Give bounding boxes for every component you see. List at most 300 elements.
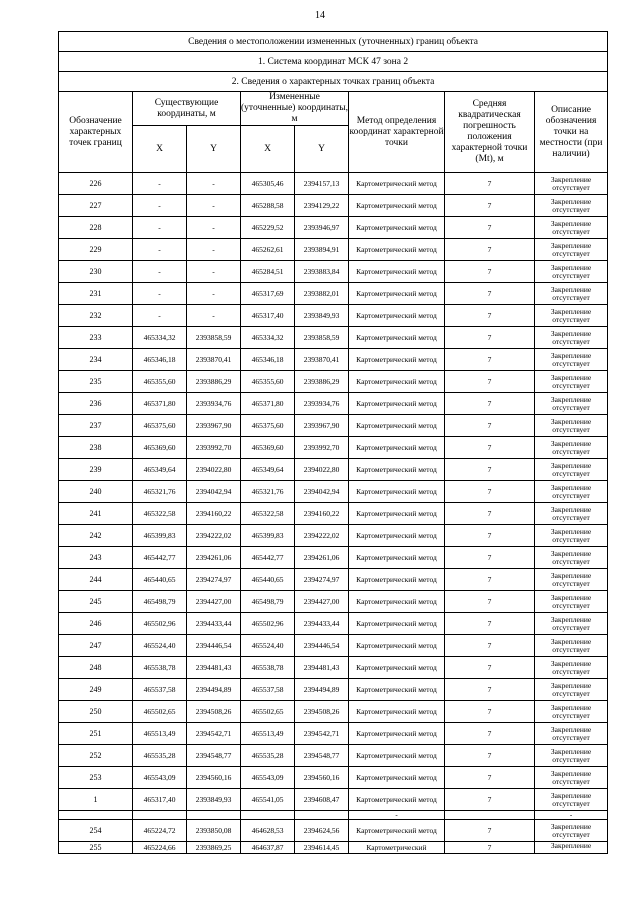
changed-x-cell: 465541,05: [241, 789, 295, 811]
point-cell: 242: [59, 525, 133, 547]
table-row: [59, 767, 608, 789]
table-row: [59, 481, 608, 503]
point-cell: 252: [59, 745, 133, 767]
table-row: [59, 723, 608, 745]
point-cell: 251: [59, 723, 133, 745]
existing-x-cell: -: [133, 217, 187, 239]
method-cell: Картометрический метод: [349, 723, 445, 745]
changed-x-cell: 465440,65: [241, 569, 295, 591]
method-cell: Картометрический метод: [349, 283, 445, 305]
table-row: [59, 283, 608, 305]
description-cell: Закрепление отсутствует: [535, 635, 608, 657]
method-cell: Картометрический метод: [349, 261, 445, 283]
changed-y-cell: 2394042,94: [295, 481, 349, 503]
table-row: [59, 789, 608, 811]
changed-y-cell: 2394160,22: [295, 503, 349, 525]
table-body: [59, 173, 608, 854]
description-cell: Закрепление отсутствует: [535, 767, 608, 789]
existing-x-cell: 465334,32: [133, 327, 187, 349]
existing-x-cell: 465440,65: [133, 569, 187, 591]
changed-x-cell: 465288,58: [241, 195, 295, 217]
changed-y-cell: 2393849,93: [295, 305, 349, 327]
existing-y-cell: 2393992,70: [187, 437, 241, 459]
accuracy-cell: 7: [445, 349, 535, 371]
description-cell: Закрепление отсутствует: [535, 415, 608, 437]
description-cell: Закрепление отсутствует: [535, 723, 608, 745]
existing-y-cell: 2393849,93: [187, 789, 241, 811]
table-row: [59, 393, 608, 415]
description-cell: Закрепление отсутствует: [535, 547, 608, 569]
method-cell: Картометрический: [349, 842, 445, 854]
accuracy-cell: 7: [445, 745, 535, 767]
point-cell: 233: [59, 327, 133, 349]
method-cell: -: [349, 811, 445, 820]
existing-x-cell: -: [133, 195, 187, 217]
changed-x-cell: 465262,61: [241, 239, 295, 261]
table-row: [59, 820, 608, 842]
changed-x-cell: 465346,18: [241, 349, 295, 371]
existing-x-cell: 465346,18: [133, 349, 187, 371]
existing-y-cell: 2394446,54: [187, 635, 241, 657]
accuracy-cell: 7: [445, 459, 535, 481]
existing-y-cell: -: [187, 305, 241, 327]
accuracy-cell: 7: [445, 393, 535, 415]
existing-y-cell: -: [187, 217, 241, 239]
changed-x-cell: 465334,32: [241, 327, 295, 349]
accuracy-cell: 7: [445, 820, 535, 842]
existing-y-cell: -: [187, 283, 241, 305]
changed-y-cell: 2394446,54: [295, 635, 349, 657]
existing-y-cell: 2393869,25: [187, 842, 241, 854]
existing-y-cell: [187, 811, 241, 820]
method-cell: Картометрический метод: [349, 789, 445, 811]
existing-x-cell: 465375,60: [133, 415, 187, 437]
existing-y-cell: 2393870,41: [187, 349, 241, 371]
accuracy-cell: 7: [445, 261, 535, 283]
method-cell: Картометрический метод: [349, 371, 445, 393]
page-number: 14: [315, 10, 325, 21]
changed-x-cell: [241, 811, 295, 820]
description-cell: Закрепление отсутствует: [535, 569, 608, 591]
existing-x-cell: 465538,78: [133, 657, 187, 679]
changed-y-cell: 2394494,89: [295, 679, 349, 701]
accuracy-cell: 7: [445, 173, 535, 195]
accuracy-cell: 7: [445, 283, 535, 305]
table-row: [59, 657, 608, 679]
accuracy-cell: 7: [445, 239, 535, 261]
accuracy-cell: 7: [445, 679, 535, 701]
header-method: Метод определения координат характерной точки: [349, 92, 445, 173]
table-row: [59, 525, 608, 547]
changed-x-cell: 465535,28: [241, 745, 295, 767]
existing-x-cell: 465498,79: [133, 591, 187, 613]
point-cell: [59, 811, 133, 820]
changed-y-cell: 2394481,43: [295, 657, 349, 679]
accuracy-cell: 7: [445, 217, 535, 239]
method-cell: Картометрический метод: [349, 613, 445, 635]
point-cell: 245: [59, 591, 133, 613]
description-cell: Закрепление отсутствует: [535, 261, 608, 283]
changed-x-cell: 465513,49: [241, 723, 295, 745]
table-row: [59, 569, 608, 591]
changed-y-cell: 2394614,45: [295, 842, 349, 854]
existing-x-cell: 465535,28: [133, 745, 187, 767]
accuracy-cell: [445, 811, 535, 820]
existing-x-cell: 465322,58: [133, 503, 187, 525]
coordinate-system-title: 1. Система координат МСК 47 зона 2: [59, 52, 608, 72]
point-cell: 244: [59, 569, 133, 591]
changed-x-cell: 465369,60: [241, 437, 295, 459]
point-cell: 248: [59, 657, 133, 679]
method-cell: Картометрический метод: [349, 525, 445, 547]
existing-y-cell: 2394494,89: [187, 679, 241, 701]
changed-x-cell: 465399,83: [241, 525, 295, 547]
accuracy-cell: 7: [445, 613, 535, 635]
method-cell: Картометрический метод: [349, 349, 445, 371]
existing-x-cell: -: [133, 283, 187, 305]
description-cell: Закрепление: [535, 842, 608, 854]
existing-y-cell: 2394022,80: [187, 459, 241, 481]
accuracy-cell: 7: [445, 591, 535, 613]
existing-y-cell: 2394508,26: [187, 701, 241, 723]
point-cell: 240: [59, 481, 133, 503]
changed-y-cell: 2393886,29: [295, 371, 349, 393]
existing-x-cell: 465349,64: [133, 459, 187, 481]
description-cell: Закрепление отсутствует: [535, 679, 608, 701]
header-changed-x: X: [241, 126, 295, 173]
changed-x-cell: 465317,69: [241, 283, 295, 305]
point-cell: 232: [59, 305, 133, 327]
point-cell: 238: [59, 437, 133, 459]
section-title: Сведения о местоположении измененных (уточненных) границ объекта: [59, 32, 608, 52]
changed-y-cell: 2394274,97: [295, 569, 349, 591]
accuracy-cell: 7: [445, 327, 535, 349]
point-cell: 1: [59, 789, 133, 811]
method-cell: Картометрический метод: [349, 437, 445, 459]
method-cell: Картометрический метод: [349, 393, 445, 415]
table-row: [59, 811, 608, 820]
point-cell: 254: [59, 820, 133, 842]
description-cell: Закрепление отсутствует: [535, 239, 608, 261]
changed-y-cell: 2393883,84: [295, 261, 349, 283]
changed-y-cell: 2393894,91: [295, 239, 349, 261]
description-cell: Закрепление отсутствует: [535, 701, 608, 723]
point-cell: 249: [59, 679, 133, 701]
existing-y-cell: 2393850,08: [187, 820, 241, 842]
description-cell: Закрепление отсутствует: [535, 525, 608, 547]
table-row: [59, 305, 608, 327]
point-cell: 255: [59, 842, 133, 854]
point-cell: 247: [59, 635, 133, 657]
changed-y-cell: 2393967,90: [295, 415, 349, 437]
method-cell: Картометрический метод: [349, 503, 445, 525]
method-cell: Картометрический метод: [349, 195, 445, 217]
changed-x-cell: 465538,78: [241, 657, 295, 679]
changed-y-cell: 2394222,02: [295, 525, 349, 547]
description-cell: Закрепление отсутствует: [535, 305, 608, 327]
accuracy-cell: 7: [445, 503, 535, 525]
description-cell: Закрепление отсутствует: [535, 327, 608, 349]
header-existing-y: Y: [187, 126, 241, 173]
point-cell: 228: [59, 217, 133, 239]
description-cell: Закрепление отсутствует: [535, 173, 608, 195]
changed-x-cell: 465321,76: [241, 481, 295, 503]
table-row: [59, 195, 608, 217]
existing-x-cell: 465537,58: [133, 679, 187, 701]
table-row: [59, 613, 608, 635]
header-changed-coords: Измененные (уточненные) координаты, м: [241, 92, 348, 124]
existing-y-cell: 2393934,76: [187, 393, 241, 415]
existing-x-cell: 465524,40: [133, 635, 187, 657]
accuracy-cell: 7: [445, 635, 535, 657]
existing-y-cell: -: [187, 195, 241, 217]
table-row: [59, 591, 608, 613]
table-row: [59, 745, 608, 767]
method-cell: Картометрический метод: [349, 239, 445, 261]
description-cell: Закрепление отсутствует: [535, 591, 608, 613]
changed-y-cell: 2393992,70: [295, 437, 349, 459]
changed-y-cell: 2394261,06: [295, 547, 349, 569]
existing-x-cell: -: [133, 239, 187, 261]
points-section-title: 2. Сведения о характерных точках границ объекта: [59, 72, 608, 92]
table-row: [59, 217, 608, 239]
existing-y-cell: 2394042,94: [187, 481, 241, 503]
changed-x-cell: 465498,79: [241, 591, 295, 613]
accuracy-cell: 7: [445, 195, 535, 217]
existing-y-cell: -: [187, 173, 241, 195]
existing-y-cell: 2393967,90: [187, 415, 241, 437]
header-description: Описание обозначения точки на местности (при наличии): [535, 92, 608, 173]
changed-y-cell: 2394608,47: [295, 789, 349, 811]
accuracy-cell: 7: [445, 525, 535, 547]
accuracy-cell: 7: [445, 481, 535, 503]
changed-x-cell: 464628,53: [241, 820, 295, 842]
existing-x-cell: 465355,60: [133, 371, 187, 393]
changed-y-cell: 2394157,13: [295, 173, 349, 195]
method-cell: Картометрический метод: [349, 327, 445, 349]
point-cell: 230: [59, 261, 133, 283]
point-cell: 253: [59, 767, 133, 789]
existing-y-cell: 2394542,71: [187, 723, 241, 745]
description-cell: Закрепление отсутствует: [535, 613, 608, 635]
existing-x-cell: 465224,72: [133, 820, 187, 842]
changed-y-cell: 2394548,77: [295, 745, 349, 767]
point-cell: 226: [59, 173, 133, 195]
changed-x-cell: 465543,09: [241, 767, 295, 789]
table-row: [59, 173, 608, 195]
description-cell: Закрепление отсутствует: [535, 745, 608, 767]
description-cell: Закрепление отсутствует: [535, 437, 608, 459]
changed-x-cell: 465349,64: [241, 459, 295, 481]
existing-y-cell: 2394261,06: [187, 547, 241, 569]
description-cell: Закрепление отсутствует: [535, 371, 608, 393]
existing-x-cell: 465513,49: [133, 723, 187, 745]
method-cell: Картометрический метод: [349, 820, 445, 842]
table-row: [59, 239, 608, 261]
existing-x-cell: 465502,96: [133, 613, 187, 635]
accuracy-cell: 7: [445, 701, 535, 723]
table-row: [59, 371, 608, 393]
method-cell: Картометрический метод: [349, 745, 445, 767]
header-designation: Обозначение характерных точек границ: [59, 92, 133, 173]
header-existing-x: X: [133, 126, 187, 173]
method-cell: Картометрический метод: [349, 217, 445, 239]
accuracy-cell: 7: [445, 371, 535, 393]
existing-y-cell: 2394427,00: [187, 591, 241, 613]
method-cell: Картометрический метод: [349, 679, 445, 701]
method-cell: Картометрический метод: [349, 459, 445, 481]
existing-y-cell: 2393858,59: [187, 327, 241, 349]
table-row: [59, 415, 608, 437]
existing-y-cell: 2394160,22: [187, 503, 241, 525]
changed-y-cell: 2393946,97: [295, 217, 349, 239]
existing-y-cell: 2394560,16: [187, 767, 241, 789]
changed-y-cell: 2394022,80: [295, 459, 349, 481]
existing-x-cell: -: [133, 173, 187, 195]
method-cell: Картометрический метод: [349, 701, 445, 723]
header-accuracy: Средняя квадратическая погрешность положения характерной точки (Mt), м: [445, 92, 535, 173]
point-cell: 229: [59, 239, 133, 261]
point-cell: 235: [59, 371, 133, 393]
existing-y-cell: 2394433,44: [187, 613, 241, 635]
description-cell: Закрепление отсутствует: [535, 283, 608, 305]
changed-x-cell: 465442,77: [241, 547, 295, 569]
changed-y-cell: 2394427,00: [295, 591, 349, 613]
point-cell: 231: [59, 283, 133, 305]
changed-y-cell: 2393882,01: [295, 283, 349, 305]
changed-x-cell: 465375,60: [241, 415, 295, 437]
changed-y-cell: 2394129,22: [295, 195, 349, 217]
accuracy-cell: 7: [445, 415, 535, 437]
table-row: [59, 547, 608, 569]
point-cell: 234: [59, 349, 133, 371]
table-row: [59, 503, 608, 525]
existing-x-cell: 465369,60: [133, 437, 187, 459]
accuracy-cell: 7: [445, 723, 535, 745]
description-cell: Закрепление отсутствует: [535, 481, 608, 503]
changed-x-cell: 465284,51: [241, 261, 295, 283]
existing-x-cell: 465543,09: [133, 767, 187, 789]
point-cell: 250: [59, 701, 133, 723]
description-cell: Закрепление отсутствует: [535, 459, 608, 481]
table-row: [59, 842, 608, 854]
existing-x-cell: 465371,80: [133, 393, 187, 415]
point-cell: 239: [59, 459, 133, 481]
description-cell: -: [535, 811, 608, 820]
changed-x-cell: 465524,40: [241, 635, 295, 657]
table-row: [59, 261, 608, 283]
changed-y-cell: 2393870,41: [295, 349, 349, 371]
header-changed-y: Y: [295, 126, 349, 173]
header-existing-coords: Существующие координаты, м: [133, 92, 241, 126]
method-cell: Картометрический метод: [349, 569, 445, 591]
description-cell: Закрепление отсутствует: [535, 820, 608, 842]
accuracy-cell: 7: [445, 437, 535, 459]
method-cell: Картометрический метод: [349, 767, 445, 789]
changed-y-cell: 2394508,26: [295, 701, 349, 723]
description-cell: Закрепление отсутствует: [535, 349, 608, 371]
changed-x-cell: 465355,60: [241, 371, 295, 393]
method-cell: Картометрический метод: [349, 305, 445, 327]
table-row: [59, 349, 608, 371]
point-cell: 246: [59, 613, 133, 635]
existing-x-cell: 465317,40: [133, 789, 187, 811]
changed-x-cell: 465305,46: [241, 173, 295, 195]
changed-x-cell: 464637,87: [241, 842, 295, 854]
changed-x-cell: 465229,52: [241, 217, 295, 239]
table-row: [59, 701, 608, 723]
description-cell: Закрепление отсутствует: [535, 217, 608, 239]
point-cell: 227: [59, 195, 133, 217]
table-row: [59, 459, 608, 481]
existing-y-cell: 2394222,02: [187, 525, 241, 547]
method-cell: Картометрический метод: [349, 415, 445, 437]
existing-x-cell: -: [133, 261, 187, 283]
existing-x-cell: 465321,76: [133, 481, 187, 503]
accuracy-cell: 7: [445, 842, 535, 854]
existing-y-cell: 2394548,77: [187, 745, 241, 767]
existing-x-cell: [133, 811, 187, 820]
existing-x-cell: 465399,83: [133, 525, 187, 547]
description-cell: Закрепление отсутствует: [535, 657, 608, 679]
point-cell: 236: [59, 393, 133, 415]
table-row: [59, 327, 608, 349]
existing-y-cell: 2394481,43: [187, 657, 241, 679]
description-cell: Закрепление отсутствует: [535, 503, 608, 525]
changed-y-cell: 2393934,76: [295, 393, 349, 415]
changed-y-cell: 2394560,16: [295, 767, 349, 789]
accuracy-cell: 7: [445, 789, 535, 811]
description-cell: Закрепление отсутствует: [535, 195, 608, 217]
method-cell: Картометрический метод: [349, 547, 445, 569]
changed-x-cell: 465537,58: [241, 679, 295, 701]
accuracy-cell: 7: [445, 305, 535, 327]
accuracy-cell: 7: [445, 547, 535, 569]
existing-x-cell: 465502,65: [133, 701, 187, 723]
boundary-points-table: [58, 31, 608, 854]
table-row: [59, 437, 608, 459]
description-cell: Закрепление отсутствует: [535, 393, 608, 415]
existing-y-cell: -: [187, 261, 241, 283]
method-cell: Картометрический метод: [349, 635, 445, 657]
changed-x-cell: 465322,58: [241, 503, 295, 525]
accuracy-cell: 7: [445, 767, 535, 789]
point-cell: 243: [59, 547, 133, 569]
accuracy-cell: 7: [445, 657, 535, 679]
changed-x-cell: 465371,80: [241, 393, 295, 415]
accuracy-cell: 7: [445, 569, 535, 591]
point-cell: 241: [59, 503, 133, 525]
changed-y-cell: 2394542,71: [295, 723, 349, 745]
method-cell: Картометрический метод: [349, 481, 445, 503]
existing-x-cell: 465224,66: [133, 842, 187, 854]
existing-y-cell: 2394274,97: [187, 569, 241, 591]
existing-y-cell: -: [187, 239, 241, 261]
changed-y-cell: 2393858,59: [295, 327, 349, 349]
changed-x-cell: 465317,40: [241, 305, 295, 327]
method-cell: Картометрический метод: [349, 657, 445, 679]
existing-y-cell: 2393886,29: [187, 371, 241, 393]
changed-x-cell: 465502,96: [241, 613, 295, 635]
changed-y-cell: 2394433,44: [295, 613, 349, 635]
method-cell: Картометрический метод: [349, 173, 445, 195]
description-cell: Закрепление отсутствует: [535, 789, 608, 811]
point-cell: 237: [59, 415, 133, 437]
changed-x-cell: 465502,65: [241, 701, 295, 723]
method-cell: Картометрический метод: [349, 591, 445, 613]
existing-x-cell: -: [133, 305, 187, 327]
existing-x-cell: 465442,77: [133, 547, 187, 569]
